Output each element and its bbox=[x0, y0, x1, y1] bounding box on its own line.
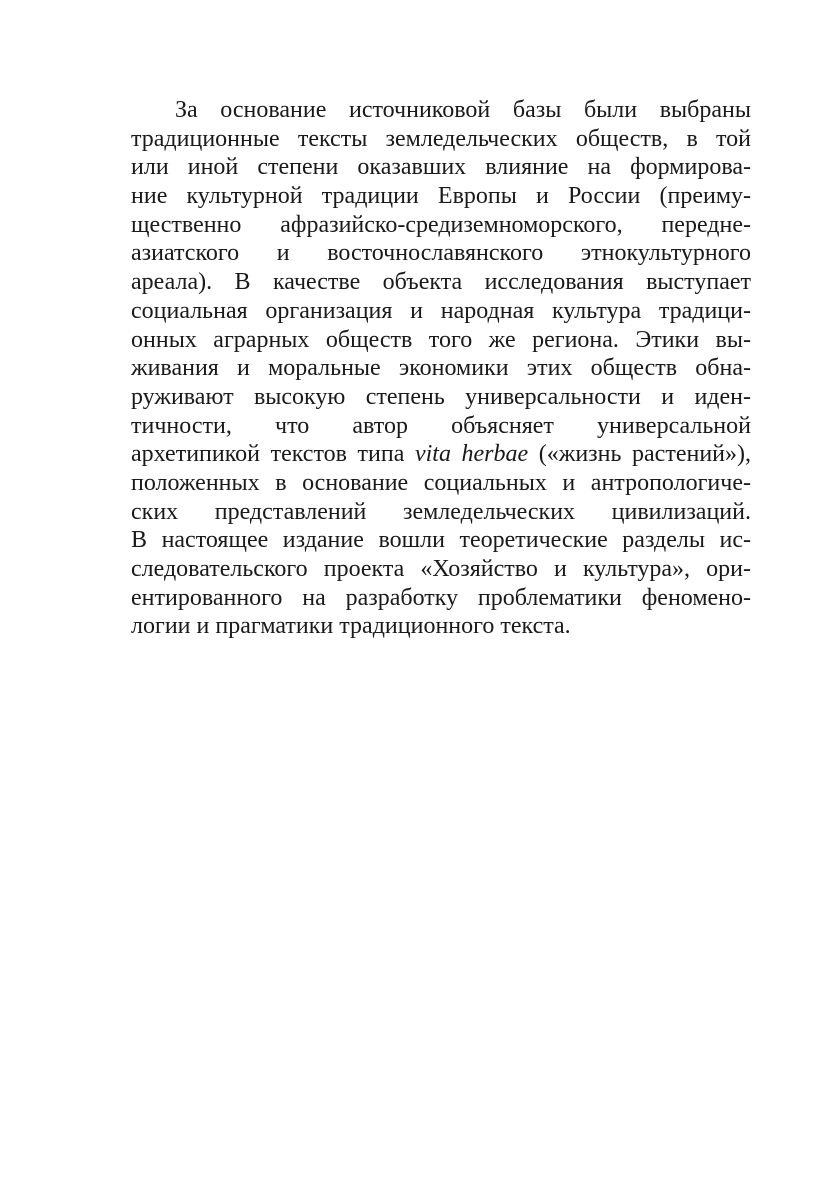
paragraph-line: традиционные тексты земледельческих обществ, в той bbox=[131, 125, 751, 152]
line-text-after-italic: («жизнь растений»), bbox=[528, 441, 751, 468]
paragraph-line: ареала). В качестве объекта исследования выступает bbox=[131, 269, 751, 296]
paragraph-line: ние культурной традиции Европы и России (преиму- bbox=[131, 183, 751, 210]
paragraph-line: ентированного на разработку проблематики феномено- bbox=[131, 584, 751, 611]
paragraph-line: За основание источниковой базы были выбраны bbox=[175, 97, 751, 123]
body-paragraph bbox=[131, 96, 751, 641]
paragraph-line: щественно афразийско-средиземноморского, передне- bbox=[131, 211, 751, 238]
paragraph-line: положенных в основание социальных и антропологиче- bbox=[131, 469, 751, 496]
paragraph-line-with-italic bbox=[131, 440, 751, 469]
paragraph-line: В настоящее издание вошли теоретические разделы ис- bbox=[131, 527, 751, 554]
paragraph-line: или иной степени оказавших влияние на формирова- bbox=[131, 154, 751, 181]
paragraph-line: руживают высокую степень универсальности и иден- bbox=[131, 383, 751, 410]
paragraph-line: тичности, что автор объясняет универсальной bbox=[131, 412, 751, 439]
paragraph-line: онных аграрных обществ того же региона. Этики вы- bbox=[131, 326, 751, 353]
paragraph-line: живания и моральные экономики этих обществ обна- bbox=[131, 355, 751, 382]
line-text-before-italic: архетипикой текстов типа bbox=[131, 441, 415, 468]
paragraph-line: следовательского проекта «Хозяйство и культура», ори- bbox=[131, 556, 751, 582]
paragraph-line: логии и прагматики традиционного текста. bbox=[131, 613, 571, 640]
paragraph-line: социальная организация и народная культура традици- bbox=[131, 297, 751, 324]
paragraph-line: ских представлений земледельческих цивилизаций. bbox=[131, 498, 751, 525]
paragraph-line: азиатского и восточнославянского этнокультурного bbox=[131, 240, 751, 267]
italic-latin-term: vita herbae bbox=[414, 441, 529, 468]
